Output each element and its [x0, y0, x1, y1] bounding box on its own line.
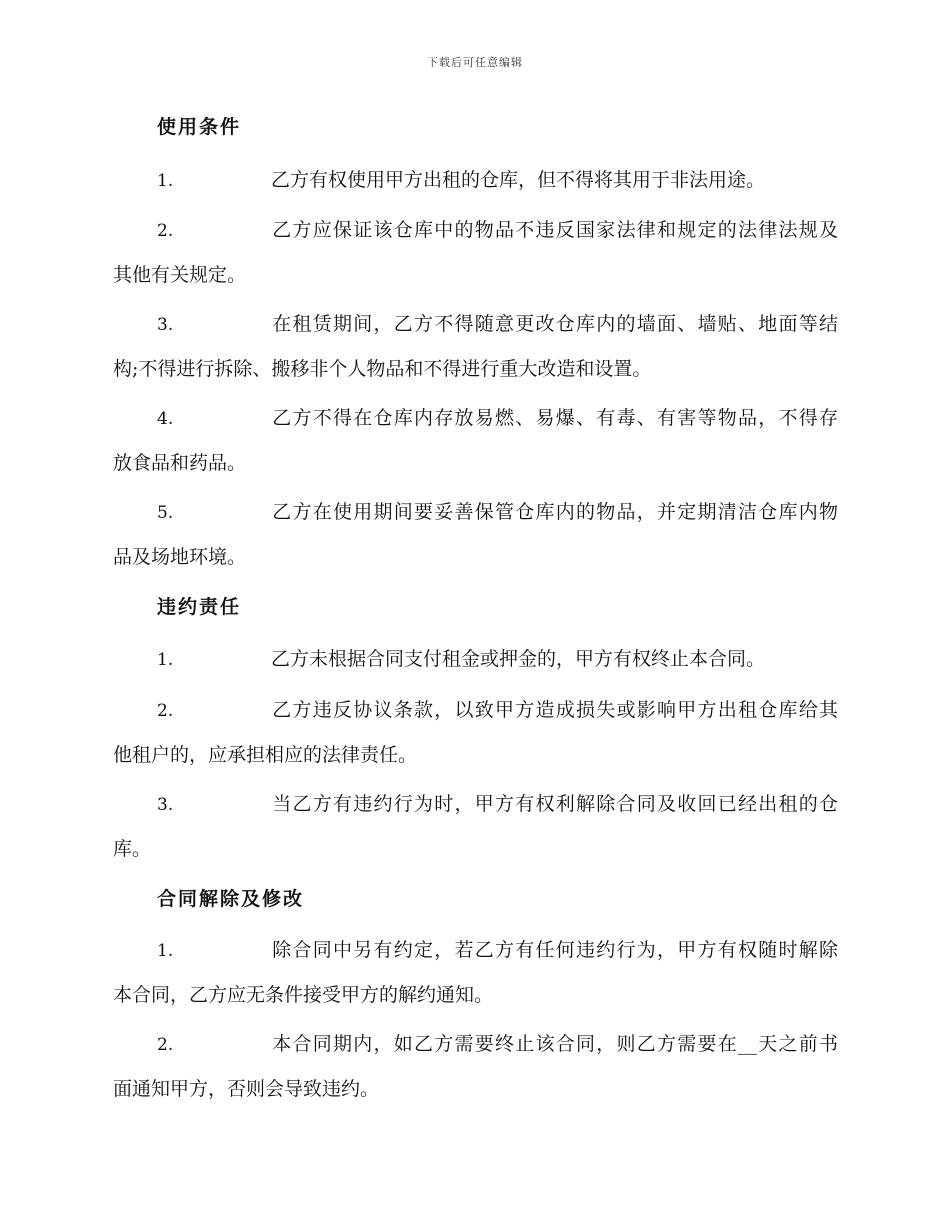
clause-text: 乙方有权使用甲方出租的仓库，但不得将其用于非法用途。 [271, 169, 766, 191]
clause-text: 当乙方有违约行为时，甲方有权利解除合同及收回已经出租的仓 [271, 793, 838, 815]
clause-line [113, 928, 838, 973]
clause-item [113, 1022, 838, 1111]
clause-line [113, 1022, 838, 1067]
clause-number: 2. [157, 701, 174, 721]
clause-line [113, 302, 838, 347]
clause-number: 3. [157, 795, 174, 815]
clause-line [113, 782, 838, 827]
section-heading-usage-conditions: 使用条件 [157, 116, 242, 138]
clause-item [113, 928, 838, 1017]
section-heading-breach-liability: 违约责任 [157, 596, 242, 618]
clause-line [113, 396, 838, 441]
clause-continuation: 其他有关规定。 [113, 264, 247, 286]
clause-text: 乙方未根据合同支付租金或押金的，甲方有权终止本合同。 [271, 648, 766, 670]
clause-continuation: 库。 [113, 838, 152, 860]
clause-text: 乙方应保证该仓库中的物品不违反国家法律和规定的法律法规及 [271, 219, 838, 241]
clause-text: 在租赁期间，乙方不得随意更改仓库内的墙面、墙贴、地面等结 [271, 313, 838, 335]
clause-item [113, 637, 838, 682]
clause-line [113, 490, 838, 535]
clause-line [113, 158, 838, 203]
clause-number: 4. [157, 409, 174, 429]
clause-continuation: 面通知甲方，否则会导致违约。 [113, 1078, 380, 1100]
clause-continuation: 构;不得进行拆除、搬移非个人物品和不得进行重大改造和设置。 [113, 358, 652, 380]
clause-item [113, 490, 838, 579]
clause-item [113, 688, 838, 777]
clause-number: 1. [157, 941, 174, 961]
clause-item [113, 302, 838, 391]
clause-number: 2. [157, 1035, 174, 1055]
clause-text: 乙方在使用期间要妥善保管仓库内的物品，并定期清洁仓库内物 [271, 501, 838, 523]
clause-line [113, 208, 838, 253]
clause-item [113, 782, 838, 871]
clause-number: 5. [157, 503, 174, 523]
clause-item [113, 396, 838, 485]
section-heading-termination-amendment: 合同解除及修改 [157, 888, 305, 910]
clause-number: 2. [157, 221, 174, 241]
clause-text: 乙方不得在仓库内存放易燃、易爆、有毒、有害等物品，不得存 [271, 407, 838, 429]
clause-item [113, 208, 838, 297]
clause-continuation: 他租户的，应承担相应的法律责任。 [113, 744, 418, 766]
clause-line [113, 637, 838, 682]
clause-line [113, 688, 838, 733]
clause-number: 1. [157, 171, 174, 191]
clause-continuation: 品及场地环境。 [113, 546, 247, 568]
page-header: 下载后可任意编辑 [427, 56, 523, 69]
clause-item [113, 158, 838, 203]
clause-continuation: 本合同，乙方应无条件接受甲方的解约通知。 [113, 984, 494, 1006]
clause-number: 3. [157, 315, 174, 335]
clause-continuation: 放食品和药品。 [113, 452, 247, 474]
clause-text: 本合同期内，如乙方需要终止该合同，则乙方需要在__天之前书 [271, 1033, 838, 1055]
clause-number: 1. [157, 650, 174, 670]
clause-text: 除合同中另有约定，若乙方有任何违约行为，甲方有权随时解除 [271, 939, 838, 961]
clause-text: 乙方违反协议条款，以致甲方造成损失或影响甲方出租仓库给其 [271, 699, 838, 721]
